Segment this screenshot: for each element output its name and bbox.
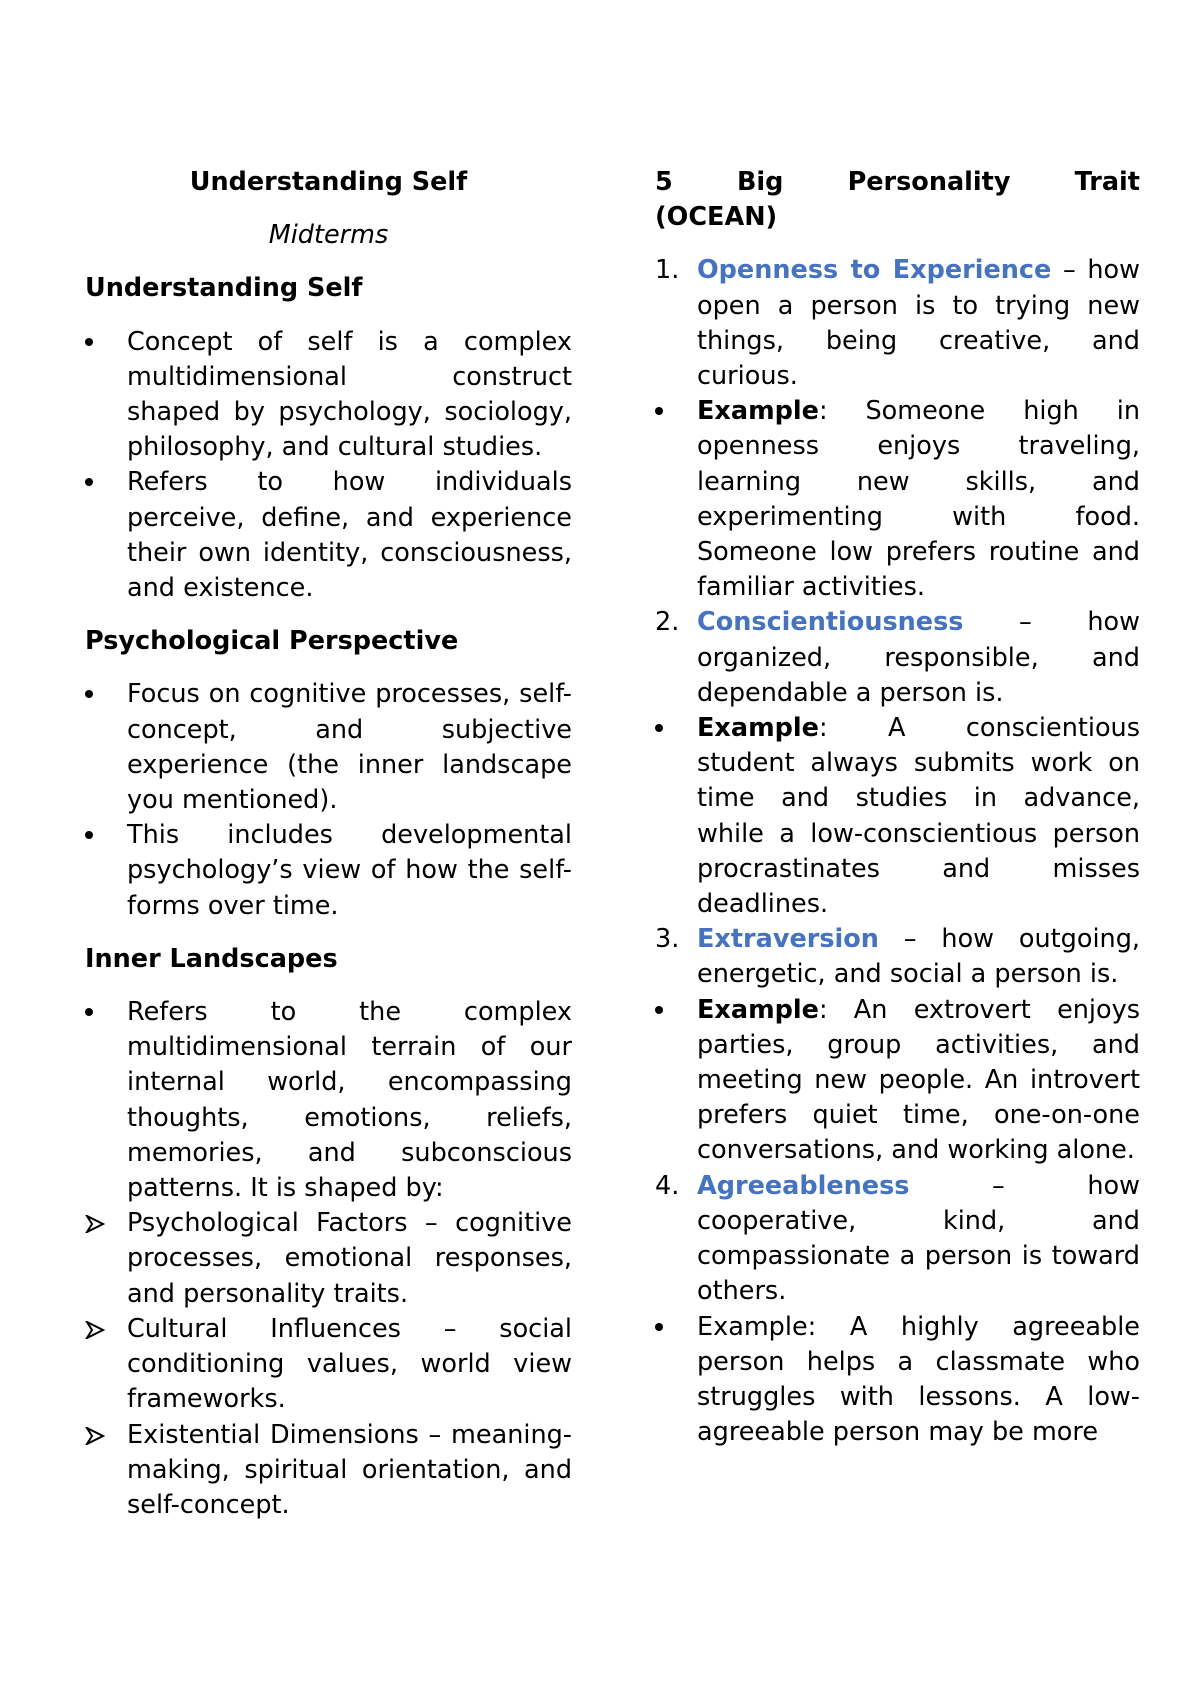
example-item	[655, 711, 1140, 922]
trait-name: Openness to Experience	[697, 255, 1052, 286]
ocean-title-line-1	[655, 165, 1140, 200]
document-title: Understanding Self	[189, 167, 468, 197]
ocean-title-word: 5	[655, 167, 673, 197]
trait-name: Agreeableness	[697, 1170, 910, 1201]
list-item-text: Focus on cognitive processes, self-concept, and subjective experience (the inner landscape you mentioned).	[127, 679, 572, 816]
trait-description: – how organized, responsible, and dependable a person is.	[697, 607, 1140, 708]
list-item	[85, 995, 572, 1206]
list-item-text: Refers to how individuals perceive, define, and experience their own identity, consciousness, and existence.	[127, 467, 572, 604]
example-label: Example	[697, 396, 819, 427]
trait-item	[655, 605, 1140, 711]
list-item	[85, 818, 572, 924]
list-item-text: Concept of self is a complex multidimensional construct shaped by psychology, sociology, philosophy, and cultural studies.	[127, 326, 572, 463]
list-item	[85, 1206, 572, 1312]
list-item	[85, 1312, 572, 1418]
list-item-text: Psychological Factors – cognitive processes, emotional responses, and personality traits.	[127, 1208, 572, 1309]
trait-number: 1.	[655, 255, 680, 286]
bullet-list	[85, 677, 572, 923]
bullet-list	[85, 995, 572, 1523]
example-item	[655, 993, 1140, 1169]
list-item-text: This includes developmental psychology’s view of how the self-forms over time.	[127, 820, 572, 921]
example-text: : A conscientious student always submits work on time and studies in advance, while a low-conscientious person procrastinates and misses deadlines.	[697, 713, 1140, 920]
trait-description: – how open a person is to trying new things, being creative, and curious.	[697, 255, 1140, 392]
trait-number: 2.	[655, 607, 680, 638]
list-item	[85, 677, 572, 818]
trait-name: Conscientiousness	[697, 607, 964, 638]
example-text: Example: A highly agreeable person helps a classmate who struggles with lessons. A low-agreeable person may be more	[697, 1311, 1140, 1448]
document-subtitle: Midterms	[268, 220, 389, 251]
example-text: : Someone high in openness enjoys traveling, learning new skills, and experimenting with food. Someone low prefers routine and familiar activities.	[697, 396, 1140, 603]
left-column	[85, 165, 572, 1523]
ocean-title	[655, 165, 1140, 235]
list-item	[85, 465, 572, 606]
trait-number: 3.	[655, 924, 680, 955]
example-item	[655, 1310, 1140, 1451]
list-item-text: Existential Dimensions – meaning-making, spiritual orientation, and self-concept.	[127, 1419, 572, 1520]
example-label: Example	[697, 713, 819, 744]
trait-description: – how outgoing, energetic, and social a person is.	[697, 924, 1140, 990]
ocean-title-word: Trait	[1074, 167, 1140, 197]
list-item-text: Refers to the complex multidimensional terrain of our internal world, encompassing thoughts, emotions, reliefs, memories, and subconscious patterns. It is shaped by:	[127, 997, 572, 1204]
section-heading-psychological-perspective: Psychological Perspective	[85, 626, 459, 657]
trait-number: 4.	[655, 1170, 680, 1201]
right-column	[655, 165, 1140, 1450]
ocean-title-word: Big	[736, 167, 784, 197]
section-heading-inner-landscapes: Inner Landscapes	[85, 943, 338, 974]
trait-item	[655, 253, 1140, 394]
trait-item	[655, 1169, 1140, 1310]
example-item	[655, 394, 1140, 605]
list-item-text: Cultural Influences – social conditioning values, world view frameworks.	[127, 1313, 572, 1415]
trait-item	[655, 922, 1140, 992]
section-heading-understanding-self: Understanding Self	[85, 273, 363, 304]
ocean-title-line-2: (OCEAN)	[655, 202, 778, 233]
example-text: : An extrovert enjoys parties, group activities, and meeting new people. An introvert prefers quiet time, one-on-one conversations, and working alone.	[697, 994, 1140, 1166]
bullet-list	[85, 325, 572, 607]
trait-description: – how cooperative, kind, and compassionate a person is toward others.	[697, 1170, 1140, 1307]
list-item	[85, 325, 572, 466]
trait-list	[655, 253, 1140, 1450]
trait-name: Extraversion	[697, 924, 879, 955]
list-item	[85, 1418, 572, 1524]
ocean-title-word: Personality	[847, 167, 1011, 197]
example-label: Example	[697, 994, 819, 1025]
